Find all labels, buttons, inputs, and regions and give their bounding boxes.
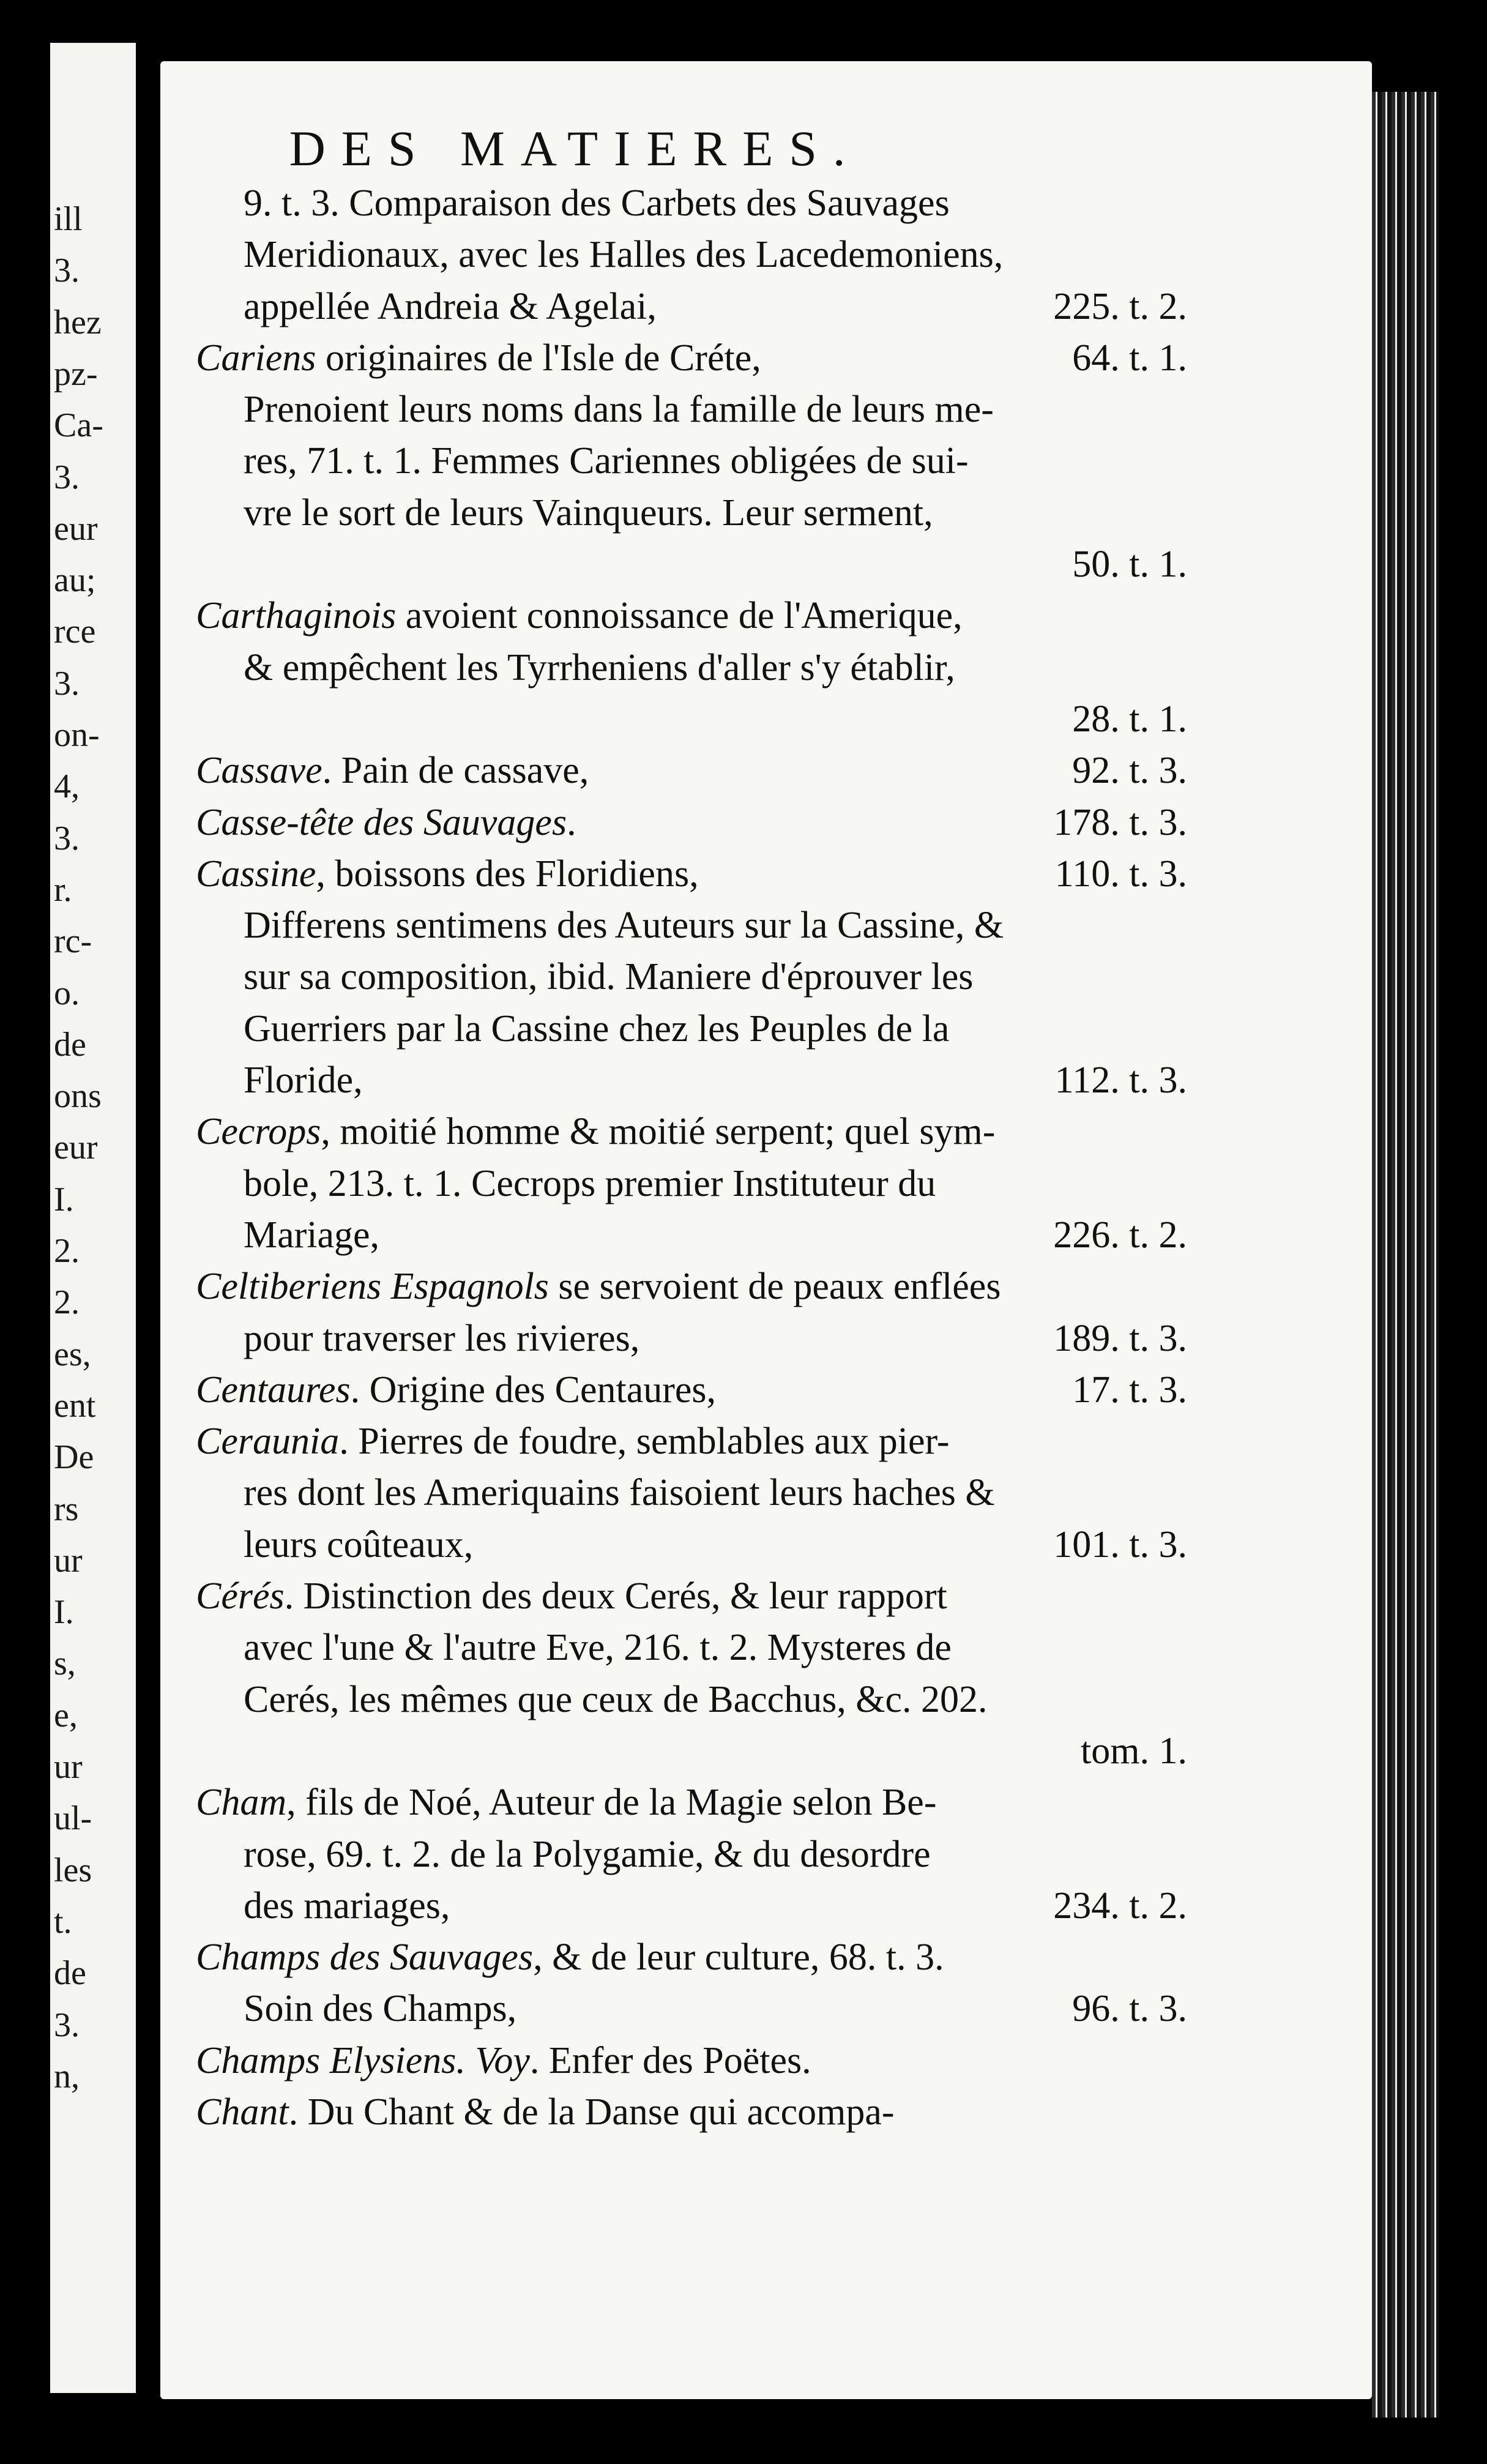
page-reference: 96. t. 3. [1072,1988,1187,2030]
index-line [196,2035,1187,2086]
index-line [196,1725,1187,1777]
index-line [196,332,1187,384]
page-reference: 17. t. 3. [1072,1368,1187,1411]
facing-page-fragment: 4, [54,767,80,806]
page-reference: 178. t. 3. [1053,801,1187,843]
facing-page-fragment: rs [54,1490,79,1528]
index-line [196,1158,1187,1209]
entry-text: bole, 213. t. 1. Cecrops premier Instituteur du [244,1162,936,1204]
facing-page-fragment: eur [54,1129,98,1167]
facing-page-fragment: hez [54,303,102,342]
index-line [196,1674,1187,1725]
page-reference: 64. t. 1. [1072,337,1187,379]
facing-page-fragment: 3. [54,252,80,290]
entry-text: . Pierres de foudre, semblables aux pier- [339,1421,950,1463]
page-reference: 234. t. 2. [1053,1884,1187,1927]
index-line [196,1829,1187,1880]
facing-page-fragment: t. [54,1902,72,1941]
index-line [196,1467,1187,1518]
index-line [196,1209,1187,1261]
index-line [196,435,1187,487]
entry-text: . Pain de cassave, [322,750,589,792]
index-line [196,693,1187,745]
entry-text: Soin des Champs, [244,1988,517,2030]
facing-page-fragment: de [54,1954,86,1993]
entry-headword: Casse-tête des Sauvages [196,801,567,843]
entry-text: Mariage, [244,1214,380,1256]
facing-page-fragment: ons [54,1077,102,1116]
facing-page-fragment: ur [54,1541,83,1580]
entry-text: rose, 69. t. 2. de la Polygamie, & du desordre [244,1833,931,1875]
entry-text: . Du Chant & de la Danse qui accompa- [288,2091,895,2133]
facing-page-fragment: de [54,1025,86,1064]
entry-text: se servoient de peaux enflées [548,1266,1001,1308]
index-entries [196,177,1187,2138]
index-line [196,1932,1187,1983]
index-line [196,1983,1187,2034]
facing-page-fragment: rce [54,613,96,651]
entry-text: Meridionaux, avec les Halles des Lacedemoniens, [244,234,1004,276]
entry-headword: Champs des Sauvages [196,1936,534,1979]
facing-page-fragment: ent [54,1386,96,1425]
index-line [196,1519,1187,1570]
facing-page-fragment: 3. [54,819,80,857]
entry-headword: Cérés [196,1575,285,1618]
facing-page-fragment: s, [54,1645,76,1683]
facing-page-margin [50,43,136,2393]
entry-text: pour traverser les rivieres, [244,1317,640,1359]
entry-text: avec l'une & l'autre Eve, 216. t. 2. Mysteres de [244,1627,952,1669]
facing-page-fragment: r. [54,870,72,909]
entry-text: , boissons des Floridiens, [316,853,699,895]
entry-text: . Distinction des deux Cerés, & leur rapport [284,1575,947,1618]
entry-headword: Ceraunia [196,1421,340,1463]
entry-text: des mariages, [244,1884,450,1927]
index-line [196,1261,1187,1312]
index-line [196,1003,1187,1055]
facing-page-fragment: es, [54,1335,91,1373]
page-reference: tom. 1. [1081,1730,1187,1772]
index-line [196,487,1187,539]
entry-headword: Cariens [196,337,316,379]
index-line [196,642,1187,693]
entry-headword: Cecrops [196,1111,321,1153]
entry-text: . Enfer des Poëtes. [529,2039,811,2081]
page-reference: 50. t. 1. [1072,543,1187,586]
entry-text: avoient connoissance de l'Amerique, [396,595,963,637]
facing-page-fragment: 3. [54,2006,80,2044]
entry-text: . [567,801,576,843]
facing-page-fragment: rc- [54,922,92,961]
index-line [196,797,1187,848]
facing-page-fragment: I. [54,1593,74,1632]
index-line [196,384,1187,435]
facing-page-fragment: 3. [54,458,80,496]
entry-text: & empêchent les Tyrrheniens d'aller s'y établir, [244,646,955,689]
entry-text: . Origine des Centaures, [350,1368,717,1411]
facing-page-fragment: ul- [54,1799,92,1838]
entry-text: sur sa composition, ibid. Maniere d'éprouver les [244,956,974,998]
index-line [196,590,1187,641]
facing-page-fragment: les [54,1851,92,1889]
facing-page-fragment: 2. [54,1232,80,1270]
index-line [196,900,1187,951]
page-reference: 110. t. 3. [1054,853,1187,895]
facing-page-fragment: o. [54,974,80,1012]
entry-text: , fils de Noé, Auteur de la Magie selon Be- [286,1782,937,1824]
entry-text: , moitié homme & moitié serpent; quel sym- [321,1111,996,1153]
entry-text: appellée Andreia & Agelai, [244,285,657,327]
entry-headword: Cassine [196,853,316,895]
page-reference: 28. t. 1. [1072,698,1187,740]
entry-text: Differens sentimens des Auteurs sur la Cassine, & [244,905,1004,947]
entry-headword: Chant [196,2091,289,2133]
page-reference: 101. t. 3. [1053,1523,1187,1566]
index-line [196,1570,1187,1622]
index-line [196,1106,1187,1157]
index-line [196,745,1187,796]
entry-headword: Carthaginois [196,595,397,637]
index-line [196,1055,1187,1106]
index-line [196,1880,1187,1932]
entry-text: , & de leur culture, 68. t. 3. [533,1936,944,1979]
entry-text: originaires de l'Isle de Créte, [316,337,761,379]
index-line [196,1364,1187,1416]
facing-page-fragment: au; [54,561,96,600]
index-line [196,1313,1187,1364]
entry-headword: Cham [196,1782,287,1824]
page-reference: 225. t. 2. [1053,285,1187,327]
facing-page-fragment: ill [54,200,83,238]
entry-headword: Celtiberiens Espagnols [196,1266,549,1308]
index-line [196,1416,1187,1467]
facing-page-fragment: on- [54,716,100,754]
entry-text: Cerés, les mêmes que ceux de Bacchus, &c. 202. [244,1678,988,1720]
entry-text: res, 71. t. 1. Femmes Cariennes obligées de sui- [244,440,969,482]
facing-page-fragment: 3. [54,664,80,703]
index-line [196,1622,1187,1673]
entry-headword: Centaures [196,1368,351,1411]
page-reference: 226. t. 2. [1053,1214,1187,1256]
index-line [196,281,1187,332]
facing-page-fragment: Ca- [54,406,103,445]
index-line [196,2086,1187,2138]
entry-text: Prenoient leurs noms dans la famille de leurs me- [244,389,994,431]
entry-text: res dont les Ameriquains faisoient leurs haches & [244,1472,995,1514]
facing-page-fragment: e, [54,1696,78,1734]
facing-page-fragment: ur [54,1748,83,1786]
facing-page-fragment: De [54,1438,94,1477]
entry-text: vre le sort de leurs Vainqueurs. Leur serment, [244,491,933,534]
facing-page-fragment: n, [54,2057,80,2096]
page-reference: 112. t. 3. [1054,1059,1187,1102]
index-line [196,229,1187,280]
index-line [196,848,1187,900]
facing-page-fragment: eur [54,509,98,548]
index-line [196,539,1187,590]
index-line [196,1777,1187,1828]
running-head: DES MATIERES. [289,121,862,176]
facing-page-fragment: 2. [54,1283,80,1322]
entry-text: Floride, [244,1059,363,1102]
index-line [196,951,1187,1002]
page-reference: 189. t. 3. [1053,1317,1187,1359]
page-reference: 92. t. 3. [1072,750,1187,792]
book-spine-edge [1372,92,1439,2417]
entry-headword: Cassave [196,750,322,792]
facing-page-fragment: pz- [54,354,98,393]
entry-text: 9. t. 3. Comparaison des Carbets des Sauvages [244,182,950,224]
entry-headword: Champs Elysiens. Voy [196,2039,530,2081]
entry-text: leurs coûteaux, [244,1523,474,1566]
entry-text: Guerriers par la Cassine chez les Peuples de la [244,1007,950,1050]
index-line [196,177,1187,229]
facing-page-fragment: I. [54,1180,74,1219]
